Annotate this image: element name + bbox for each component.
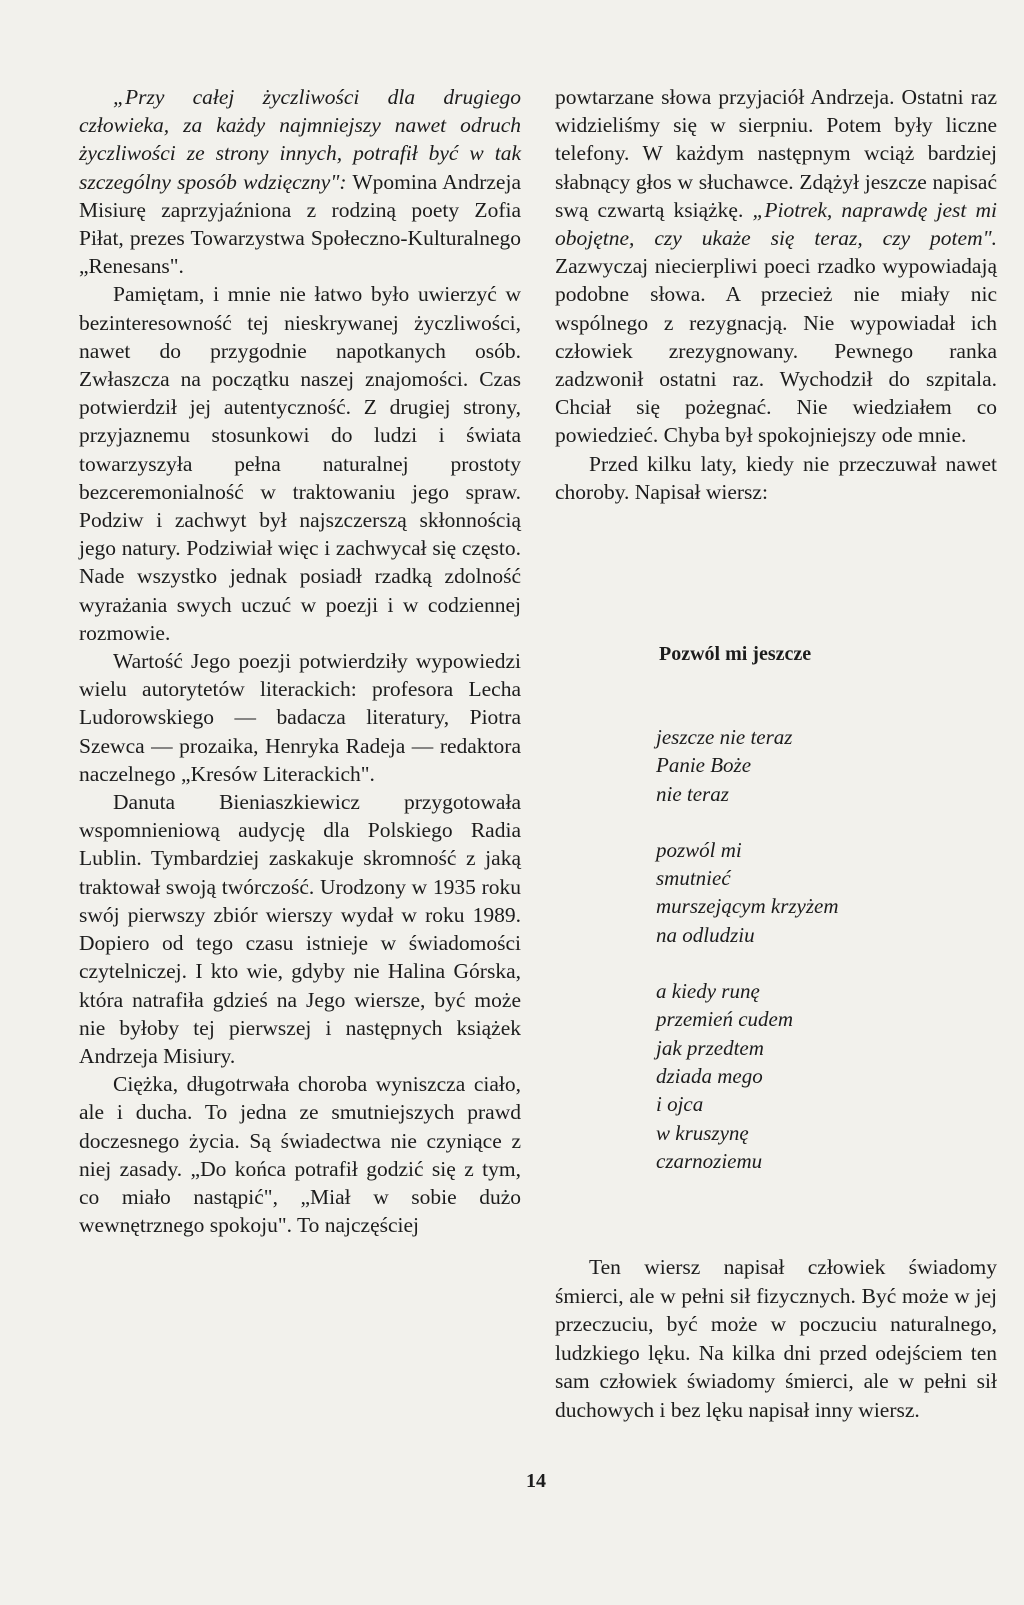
right-column-bottom [555,1253,997,1425]
paragraph-6 [555,83,997,450]
paragraph-2: Pamiętam, i mnie nie łatwo było uwierzyć w bezinteresowność tej nieskrywanej życzliwości, nawet do przygodnie napotkanych osób. Zwłaszcza na początku naszej znajomości. Czas potwierdził jej autentyczność. Z drugiej strony, przyjaznemu stosunkowi do ludzi i świata towarzyszyła pełna naturalnej prostoty bezceremonialność w traktowaniu jego spraw. Podziw i zachwyt był najszczerszą skłonnością jego natury. Podziwiał więc i zachwycał się często. Nade wszystko jednak posiadł rzadką zdolność wyrażania swych uczuć w poezji i w codziennej rozmowie. [79,282,521,645]
poem-stanza [656,836,839,949]
paragraph-text: Wpomina Andrzeja Misiurę zaprzyjaźniona z rodziną poety Zofia Piłat, prezes Towarzystwa Społeczno-Kulturalnego „Renesans". [79,169,521,279]
poem-line: smutnieć [656,866,731,891]
left-column [79,83,521,1239]
quote-text: „Piotrek, naprawdę jest mi obojętne, czy ukaże się teraz, czy potem". [555,197,997,251]
poem-line: Panie Boże [656,753,752,778]
paragraph-text: Zazwyczaj niecierpliwi poeci rzadko wypowiadają podobne słowa. A przecież nie miały nic wspólnego z rezygnacją. Nie wypowiadał ich człowiek zrezygnowany. Pewnego ranka zadzwonił ostatni raz. Wychodził do szpitala. Chciał się pożegnać. Nie wiedziałem co powiedzieć. Chyba był spokojniejszy ode mnie. [555,254,997,448]
poem [656,723,839,1203]
poem-line: przemień cudem [656,1007,794,1032]
poem-line: i ojca [656,1092,704,1117]
right-column [555,83,997,506]
paragraph-text: powtarzane słowa przyjaciół Andrzeja. Ostatni raz widzieliśmy się w sierpniu. Potem były liczne telefony. W każdym następnym wciąż bardziej słabnący głos w słuchawce. Zdążył jeszcze napisać swą czwartą książkę. [555,85,997,222]
poem-stanza [656,723,839,808]
poem-line: w kruszynę [656,1120,749,1145]
poem-line: jeszcze nie teraz [656,725,793,749]
paragraph-3: Wartość Jego poezji potwierdziły wypowiedzi wielu autorytetów literackich: profesora Lecha Ludorowskiego — badacza literatury, Piotra Szewca — prozaika, Henryka Radeja — redaktora naczelnego „Kresów Literackich". [79,649,521,786]
paragraph-8: Ten wiersz napisał człowiek świadomy śmierci, ale w pełni sił fizycznych. Być może w jej przeczuciu, być może w poczuciu naturalnego, ludzkiego lęku. Na kilka dni przed odejściem ten sam człowiek świadomy śmierci, ale w pełni sił duchowych i bez lęku napisał inny wiersz. [555,1255,997,1422]
quote-text: „Przy całej życzliwości dla drugiego człowieka, za każdy najmniejszy nawet odruch życzliwości ze strony innych, potrafił być w tak szczególny sposób wdzięczny": [79,85,521,194]
poem-line: jak przedtem [656,1035,764,1060]
page-number: 14 [526,1470,546,1492]
poem-line: nie teraz [656,781,729,806]
poem-line: dziada mego [656,1063,763,1088]
poem-line: na odludziu [656,922,755,947]
paragraph-1 [79,83,521,280]
poem-line: a kiedy runę [656,979,760,1004]
poem-stanza [656,977,839,1175]
poem-line: murszejącym krzyżem [656,894,839,919]
paragraph-4: Danuta Bieniaszkiewicz przygotowała wspomnieniową audycję dla Polskiego Radia Lublin. Tymbardziej zaskakuje skromność z jaką traktował swoją twórczość. Urodzony w 1935 roku swój pierwszy zbiór wierszy wydał w roku 1989. Dopiero od tego czasu istnieje w świadomości czytelniczej. I kto wie, gdyby nie Halina Górska, która natrafiła gdzieś na Jego wiersze, być może nie byłoby tej pierwszej i następnych książek Andrzeja Misiury. [79,790,521,1068]
poem-line: pozwól mi [656,837,742,862]
paragraph-7: Przed kilku laty, kiedy nie przeczuwał nawet choroby. Napisał wiersz: [555,451,997,504]
paragraph-5: Ciężka, długotrwała choroba wyniszcza ciało, ale i ducha. To jedna ze smutniejszych prawd doczesnego życia. Są świadectwa nie czyniące z niej zasady. „Do końca potrafił godzić się z tym, co miało nastąpić", „Miał w sobie dużo wewnętrznego spokoju". To najczęściej [79,1072,521,1238]
poem-line: czarnoziemu [656,1148,763,1173]
poem-title: Pozwól mi jeszcze [659,643,812,665]
